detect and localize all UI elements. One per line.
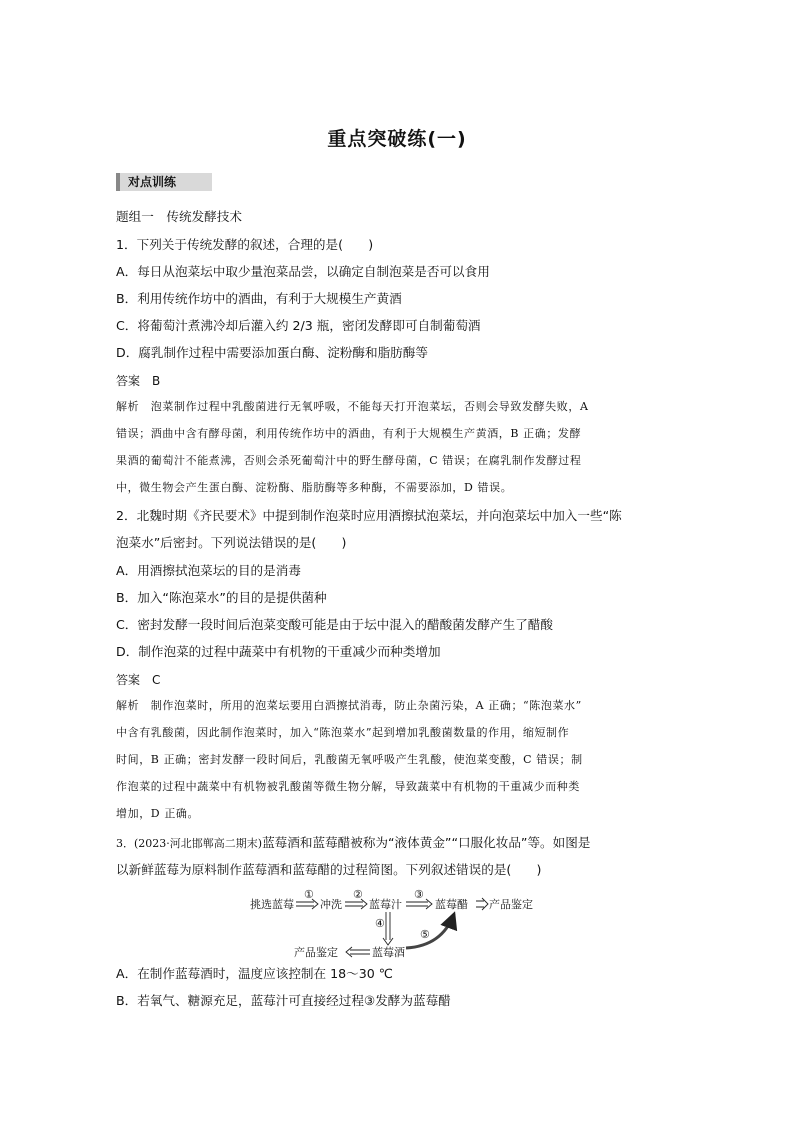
q2-analysis-line: 作泡菜的过程中蔬菜中有机物被乳酸菌等微生物分解，导致蔬菜中有机物的干重减少而种类 xyxy=(116,780,580,793)
q1-option-c: C．将葡萄汁煮沸冷却后灌入约 2/3 瓶，密闭发酵即可自制葡萄酒 xyxy=(116,318,481,333)
q1-answer: 答案 B xyxy=(116,374,161,388)
q1-analysis-line: 解析 泡菜制作过程中乳酸菌进行无氧呼吸，不能每天打开泡菜坛，否则会导致发酵失败，A xyxy=(116,400,589,413)
arrow-to-test-2 xyxy=(346,947,370,957)
node-wine: 蓝莓酒 xyxy=(372,946,405,958)
node-pick-blueberry: 挑选蓝莓 xyxy=(250,898,294,911)
q3-option-a: A．在制作蓝莓酒时，温度应该控制在 18～30 ℃ xyxy=(116,966,393,981)
q1-stem: 1．下列关于传统发酵的叙述，合理的是( ) xyxy=(116,237,374,252)
q2-analysis-line: 中含有乳酸菌，因此制作泡菜时，加入“陈泡菜水”起到增加乳酸菌数量的作用，缩短制作 xyxy=(116,726,570,739)
q2-option-a: A．用酒擦拭泡菜坛的目的是消毒 xyxy=(116,563,301,578)
q1-analysis-line: 错误；酒曲中含有酵母菌，利用传统作坊中的酒曲，有利于大规模生产黄酒，B 正确；发酵 xyxy=(116,427,582,440)
arrow-step-5 xyxy=(406,914,454,948)
q2-analysis-line: 增加，D 正确。 xyxy=(116,807,200,820)
node-juice: 蓝莓汁 xyxy=(369,898,402,911)
q1-option-a: A．每日从泡菜坛中取少量泡菜品尝，以确定自制泡菜是否可以食用 xyxy=(116,264,490,279)
section-tag: 对点训练 xyxy=(116,173,212,191)
node-rinse: 冲洗 xyxy=(320,898,342,911)
q1-option-b: B．利用传统作坊中的酒曲，有利于大规模生产黄酒 xyxy=(116,291,402,306)
q2-option-c: C．密封发酵一段时间后泡菜变酸可能是由于坛中混入的醋酸菌发酵产生了醋酸 xyxy=(116,617,553,632)
arrow-to-test-1 xyxy=(476,898,488,910)
q1-analysis-line: 果酒的葡萄汁不能煮沸，否则会杀死葡萄汁中的野生酵母菌，C 错误；在腐乳制作发酵过程 xyxy=(116,454,582,467)
q2-analysis-line: 解析 制作泡菜时，所用的泡菜坛要用白酒擦拭消毒，防止杂菌污染，A 正确；“陈泡菜水” xyxy=(116,699,582,712)
step-5-label: ⑤ xyxy=(420,928,430,941)
q2-option-d: D．制作泡菜的过程中蔬菜中有机物的干重减少而种类增加 xyxy=(116,644,441,659)
q3-option-b: B．若氧气、糖源充足，蓝莓汁可直接经过程③发酵为蓝莓醋 xyxy=(116,993,451,1008)
step-4-label: ④ xyxy=(375,917,385,930)
q3-stem-text: 蓝莓酒和蓝莓醋被称为“液体黄金”“口服化妆品”等。如图是 xyxy=(262,835,591,850)
page-title: 重点突破练(一) xyxy=(327,128,467,150)
q1-option-d: D．腐乳制作过程中需要添加蛋白酶、淀粉酶和脂肪酶等 xyxy=(116,345,428,360)
node-product-test-1: 产品鉴定 xyxy=(489,898,533,911)
q3-stem-line2: 以新鲜蓝莓为原料制作蓝莓酒和蓝莓醋的过程简图。下列叙述错误的是( ) xyxy=(116,862,542,877)
process-diagram xyxy=(246,888,556,958)
q2-analysis-line: 时间，B 正确；密封发酵一段时间后，乳酸菌无氧呼吸产生乳酸，使泡菜变酸，C 错误；制 xyxy=(116,753,583,766)
q2-stem: 2．北魏时期《齐民要术》中提到制作泡菜时应用酒擦拭泡菜坛，并向泡菜坛中加入一些“陈 xyxy=(116,508,622,523)
q1-analysis-line: 中，微生物会产生蛋白酶、淀粉酶、脂肪酶等多种酶，不需要添加，D 错误。 xyxy=(116,481,513,494)
step-3-label: ③ xyxy=(414,888,424,901)
q3-stem xyxy=(116,834,686,852)
node-product-test-2: 产品鉴定 xyxy=(294,946,338,958)
q2-stem: 泡菜水”后密封。下列说法错误的是( ) xyxy=(116,535,347,550)
node-vinegar: 蓝莓醋 xyxy=(435,898,468,911)
q2-answer: 答案 C xyxy=(116,673,161,687)
group-heading: 题组一 传统发酵技术 xyxy=(116,209,242,224)
step-2-label: ② xyxy=(353,888,363,901)
q2-option-b: B．加入“陈泡菜水”的目的是提供菌种 xyxy=(116,590,327,605)
q3-source: 3．(2023·河北邯郸高二期末) xyxy=(116,837,263,850)
step-1-label: ① xyxy=(304,888,314,901)
